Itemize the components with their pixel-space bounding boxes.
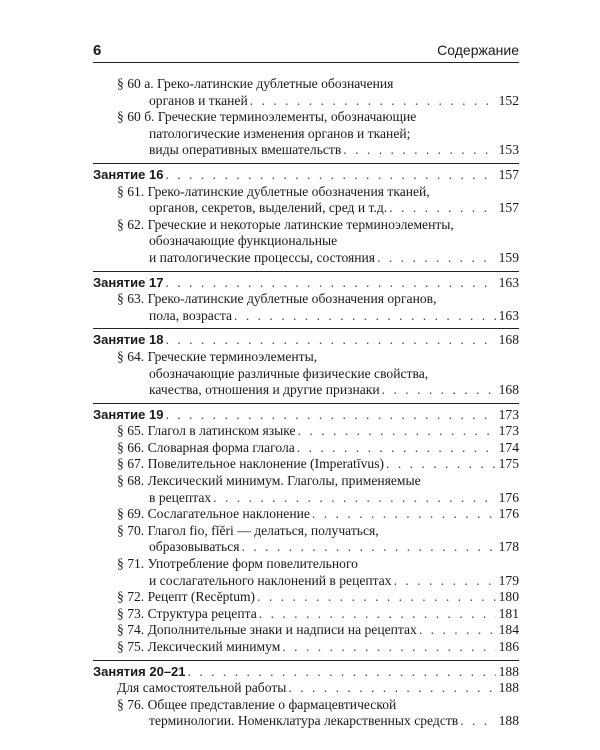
entry-text: § 60 б. Греческие терминоэлементы, обозначающие [117,109,417,125]
toc-entry-line[interactable] [93,200,519,217]
toc-entry-line[interactable] [93,589,519,606]
toc-entry-line[interactable] [93,622,519,639]
toc-lesson-block [93,332,519,403]
page-ref: 179 [498,572,519,588]
dot-leader [343,142,495,159]
dot-leader [234,308,496,325]
page-ref: 173 [498,406,519,422]
page-ref: 188 [498,713,519,729]
page-ref: 176 [498,489,519,505]
page-ref: 188 [498,663,519,679]
toc-entry-line [93,556,519,573]
table-of-contents [93,74,519,737]
toc-lesson-entry[interactable] [93,407,519,424]
entry-text: в рецептах [149,489,212,505]
toc-entry-line[interactable] [93,423,519,440]
toc-entry-line [93,217,519,234]
toc-entry-line [93,473,519,490]
page-ref: 168 [498,332,519,348]
entry-text: § 73. Структура рецепта [117,605,257,621]
entry-text: § 75. Лексический минимум [117,639,281,654]
entry-text: качества, отношения и другие признаки [149,382,380,398]
toc-entry-line [93,366,519,383]
entry-text: § 62. Греческие и некоторые латинские терминоэлементы, [117,216,454,232]
entry-text: § 64. Греческие терминоэлементы, [117,348,318,364]
dot-leader [389,200,495,217]
entry-text: § 68. Лексический минимум. Глаголы, применяемые [117,473,421,489]
toc-entry-line [93,233,519,250]
entry-text: § 69. Сослагательное наклонение [117,506,310,522]
entry-text: органов и тканей [149,92,248,108]
dot-leader [386,456,496,473]
page-ref: 157 [498,166,519,182]
toc-entry-line[interactable] [93,573,519,590]
toc-entry-line[interactable] [93,539,519,556]
entry-text: виды оперативных вмешательств [149,142,342,158]
running-title: Содержание [437,42,519,58]
dot-leader [165,407,495,424]
page-ref: 174 [498,439,519,455]
page-ref: 176 [498,506,519,522]
lesson-title: Занятие 16 [93,166,164,182]
toc-entry-line[interactable] [93,382,519,399]
toc-entry-line[interactable] [93,606,519,623]
dot-leader [165,275,495,292]
entry-text: § 63. Греко-латинские дублетные обозначения органов, [117,291,437,307]
entry-text: обозначающие функциональные [149,233,338,249]
toc-entry-line [93,523,519,540]
entry-text: терминологии. Номенклатура лекарственных средств [149,713,459,729]
page-ref: 163 [498,307,519,323]
dot-leader [242,539,496,556]
dot-leader [460,713,495,730]
toc-entry-line[interactable] [93,506,519,523]
page-ref: 175 [498,456,519,472]
entry-text: патологические изменения органов и тканей; [149,125,411,141]
toc-entry-line[interactable] [93,639,519,656]
toc-entry-line [93,76,519,93]
dot-leader [419,622,496,639]
entry-text: § 67. Повелительное наклонение (Imperatīvus) [117,456,385,472]
page-ref: 152 [498,92,519,108]
entry-text: § 74. Дополнительные знаки и надписи на рецептах [117,622,417,638]
entry-text: образовываться [149,539,240,555]
toc-lesson-entry[interactable] [93,664,519,681]
entry-text: § 66. Словарная форма глагола [117,439,295,455]
entry-text: § 76. Общее представление о фармацевтической [117,696,397,712]
page-ref: 159 [498,249,519,265]
entry-text: и сослагательного наклонений в рецептах [149,572,392,588]
lesson-title: Занятия 20–21 [93,663,186,679]
entry-text: § 71. Употребление форм повелительного [117,556,358,572]
page-ref: 188 [498,680,519,696]
toc-block [93,74,519,164]
dot-leader [298,423,496,440]
toc-lesson-entry[interactable] [93,275,519,292]
lesson-title: Занятие 19 [93,406,164,422]
lesson-title: Занятие 17 [93,274,164,290]
dot-leader [297,440,496,457]
entry-text: и патологические процессы, состояния [149,249,376,265]
entry-text: пола, возраста [149,307,233,323]
dot-leader [259,606,496,623]
toc-entry-line[interactable] [93,93,519,110]
page-ref: 168 [498,382,519,398]
page-ref: 181 [498,605,519,621]
entry-text: обозначающие различные физические свойства, [149,365,429,381]
entry-text: § 65. Глагол в латинском языке [117,423,296,439]
dot-leader [257,589,496,606]
entry-text: Для самостоятельной работы [117,680,287,696]
toc-entry-line[interactable] [93,680,519,697]
dot-leader [288,680,495,697]
toc-lesson-block [93,407,519,661]
page-ref: 178 [498,539,519,555]
dot-leader [282,639,495,656]
dot-leader [250,93,496,110]
dot-leader [382,382,496,399]
dot-leader [394,573,496,590]
toc-entry-line [93,126,519,143]
toc-entry-line[interactable] [93,440,519,457]
page-ref: 186 [498,639,519,654]
page-ref: 153 [498,142,519,158]
page-ref: 157 [498,200,519,216]
toc-entry-line[interactable] [93,456,519,473]
page-header [93,42,519,63]
toc-lesson-entry[interactable] [93,167,519,184]
dot-leader [165,332,495,349]
toc-entry-line [93,184,519,201]
dot-leader [312,506,496,523]
page-number: 6 [93,42,102,59]
toc-lesson-block [93,167,519,272]
toc-entry-line [93,109,519,126]
toc-entry-line[interactable] [93,308,519,325]
page-ref: 184 [498,622,519,638]
page-ref: 163 [498,274,519,290]
page-ref: 173 [498,423,519,439]
entry-text: § 60 а. Греко-латинские дублетные обозначения [117,76,394,91]
dot-leader [377,250,496,267]
toc-entry-line[interactable] [93,490,519,507]
toc-entry-line[interactable] [93,250,519,267]
entry-text: органов, секретов, выделений, сред и т.д. [149,200,388,216]
entry-text: § 61. Греко-латинские дублетные обозначения тканей, [117,183,430,199]
page-ref: 180 [498,589,519,605]
toc-entry-line [93,291,519,308]
toc-entry-line[interactable] [93,142,519,159]
toc-lesson-block [93,275,519,330]
entry-text: § 70. Глагол fio, fĭĕri — делаться, получаться, [117,522,379,538]
toc-entry-line [93,697,519,714]
dot-leader [188,664,496,681]
toc-lesson-block [93,664,519,734]
lesson-title: Занятие 18 [93,332,164,348]
toc-entry-line [93,349,519,366]
toc-entry-line[interactable] [93,713,519,730]
toc-lesson-entry[interactable] [93,332,519,349]
entry-text: § 72. Рецепт (Recĕptum) [117,589,256,605]
dot-leader [213,490,495,507]
dot-leader [165,167,495,184]
